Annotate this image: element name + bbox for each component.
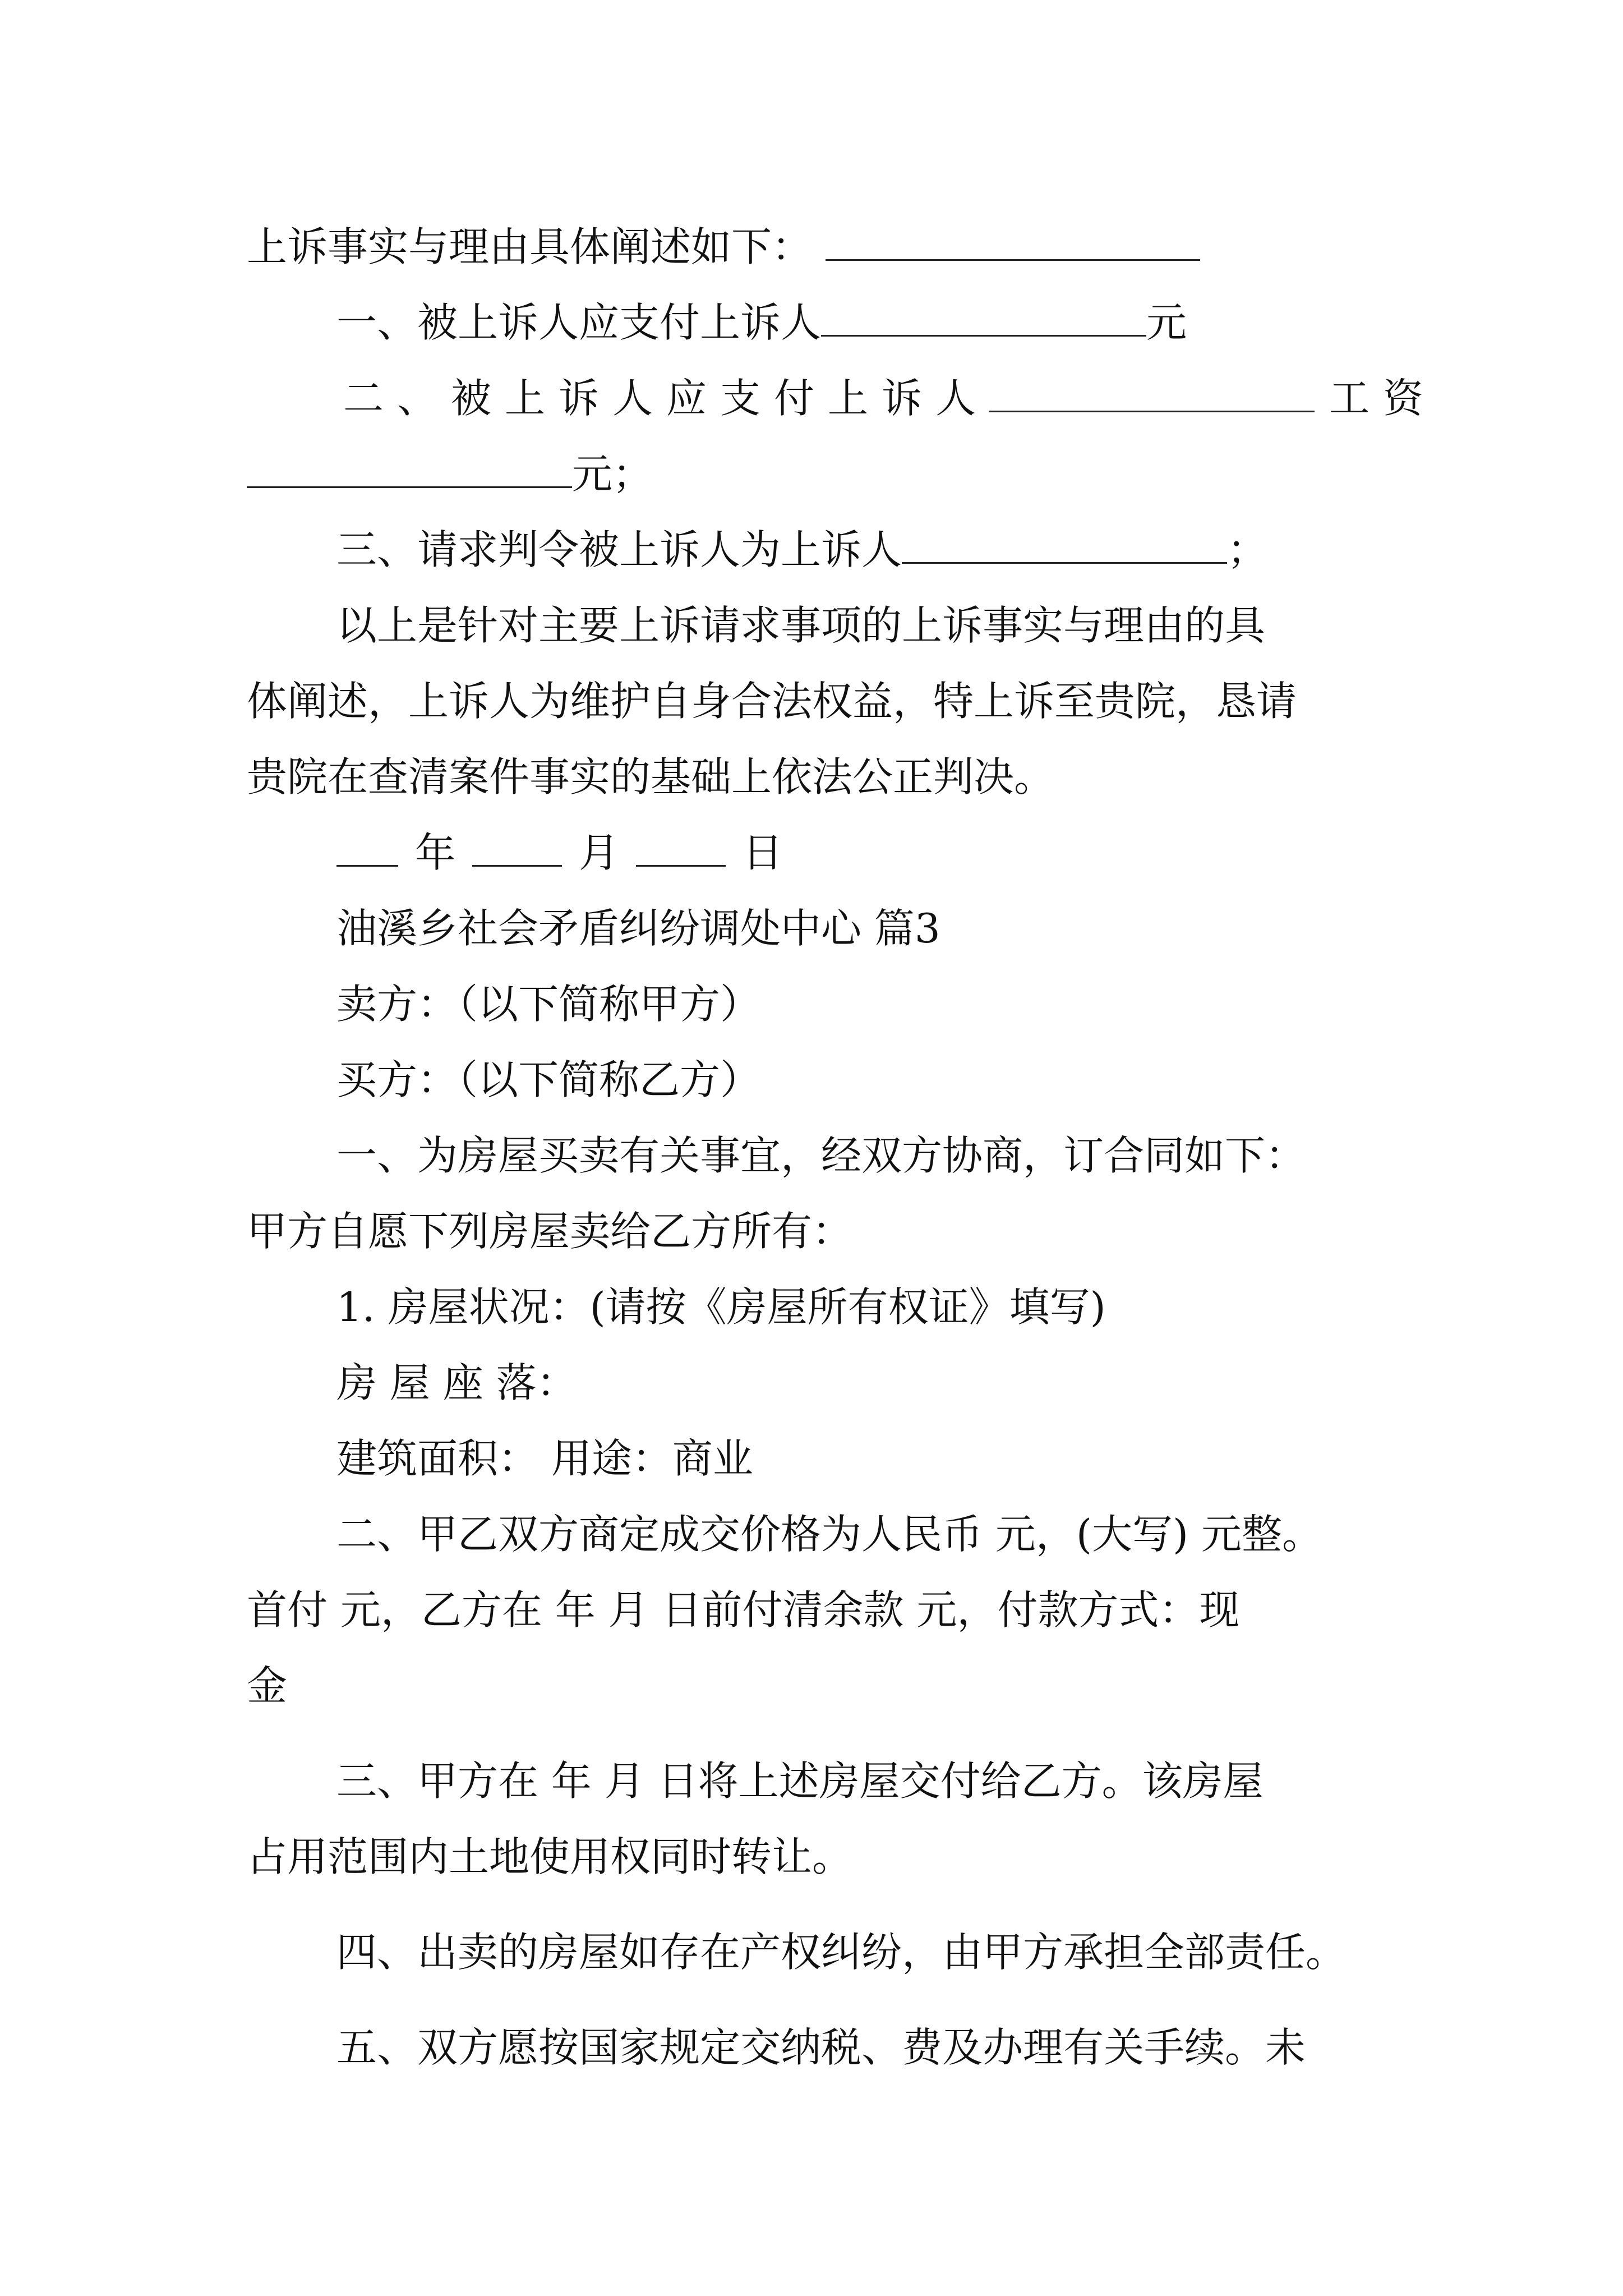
clause-2-line-2 bbox=[247, 1579, 1239, 1641]
fill-blank bbox=[247, 452, 572, 488]
clause-2-line-1 bbox=[336, 1503, 1322, 1565]
clause-2-line-3 bbox=[247, 1655, 287, 1717]
property-status-text: 1. 房屋状况：(请按《房屋所有权证》填写) bbox=[336, 1283, 1106, 1331]
paragraph-item-2 bbox=[343, 367, 1437, 429]
fill-blank bbox=[989, 376, 1315, 412]
item-2-text: 二、被上诉人应支付上诉人 bbox=[343, 375, 990, 422]
clause-2-text-1: 二、甲乙双方商定成交价格为人民币 元，(大写) 元整。 bbox=[336, 1511, 1322, 1558]
clause-5-line bbox=[336, 2017, 1306, 2078]
fill-blank bbox=[826, 224, 1200, 261]
summary-text-2: 体阐述，上诉人为维护自身合法权益，特上诉至贵院，恳请 bbox=[247, 678, 1297, 725]
seller-text: 卖方：（以下简称甲方） bbox=[336, 981, 761, 1028]
area-usage-line bbox=[336, 1428, 753, 1489]
item-2-suffix: 工资 bbox=[1329, 375, 1437, 422]
year-blank bbox=[336, 830, 398, 867]
section-heading bbox=[336, 898, 940, 959]
summary-text-3: 贵院在查清案件事实的基础上依法公正判决。 bbox=[247, 753, 1055, 800]
date-month: 月 bbox=[579, 829, 620, 876]
item-3-text: 三、请求判令被上诉人为上诉人 bbox=[336, 526, 902, 573]
clause-1-line-1 bbox=[336, 1125, 1306, 1186]
date-day: 日 bbox=[743, 829, 783, 876]
clause-3-line-2 bbox=[247, 1826, 852, 1888]
date-line bbox=[336, 822, 783, 884]
paragraph-intro bbox=[247, 216, 1200, 278]
item-1-unit: 元 bbox=[1146, 299, 1187, 346]
item-3-end: ； bbox=[1227, 526, 1268, 573]
intro-text: 上诉事实与理由具体阐述如下： bbox=[247, 223, 813, 270]
item-2-unit: 元； bbox=[572, 450, 653, 498]
location-line bbox=[336, 1352, 577, 1414]
item-1-text: 一、被上诉人应支付上诉人 bbox=[336, 299, 822, 346]
clause-1-text-2: 甲方自愿下列房屋卖给乙方所有： bbox=[247, 1208, 853, 1255]
clause-4-text: 四、出卖的房屋如存在产权纠纷，由甲方承担全部责任。 bbox=[336, 1929, 1347, 1976]
month-blank bbox=[472, 830, 562, 867]
clause-5-text: 五、双方愿按国家规定交纳税、费及办理有关手续。未 bbox=[336, 2024, 1306, 2071]
clause-3-line-1 bbox=[336, 1750, 1264, 1812]
paragraph-summary-line-3 bbox=[247, 746, 1054, 808]
heading-text: 油溪乡社会矛盾纠纷调处中心 篇3 bbox=[336, 905, 940, 952]
fill-blank bbox=[821, 300, 1146, 337]
paragraph-item-1 bbox=[336, 292, 1187, 353]
summary-text-1: 以上是针对主要上诉请求事项的上诉事实与理由的具 bbox=[336, 602, 1266, 649]
paragraph-summary-line-1 bbox=[336, 595, 1265, 656]
location-text: 房 屋 座 落： bbox=[336, 1359, 577, 1406]
clause-1-line-2 bbox=[247, 1200, 852, 1262]
day-blank bbox=[636, 830, 726, 867]
seller-line bbox=[336, 973, 760, 1035]
area-usage-text: 建筑面积： 用途：商业 bbox=[336, 1435, 753, 1482]
paragraph-summary-line-2 bbox=[247, 670, 1297, 732]
buyer-text: 买方：（以下简称乙方） bbox=[336, 1056, 761, 1103]
clause-2-text-2: 首付 元，乙方在 年 月 日前付清余款 元，付款方式：现 bbox=[247, 1586, 1240, 1634]
clause-3-text-2: 占用范围内土地使用权同时转让。 bbox=[247, 1833, 853, 1880]
clause-1-text-1: 一、为房屋买卖有关事宜，经双方协商，订合同如下： bbox=[336, 1132, 1306, 1179]
paragraph-item-2-cont bbox=[247, 443, 653, 505]
clause-2-text-3: 金 bbox=[247, 1662, 288, 1709]
clause-4-line bbox=[336, 1921, 1346, 1983]
property-status-line bbox=[336, 1276, 1106, 1338]
fill-blank bbox=[902, 527, 1227, 564]
date-year: 年 bbox=[415, 829, 456, 876]
paragraph-item-3 bbox=[336, 519, 1267, 581]
clause-3-text-1: 三、甲方在 年 月 日将上述房屋交付给乙方。该房屋 bbox=[336, 1757, 1264, 1805]
buyer-line bbox=[336, 1049, 760, 1111]
